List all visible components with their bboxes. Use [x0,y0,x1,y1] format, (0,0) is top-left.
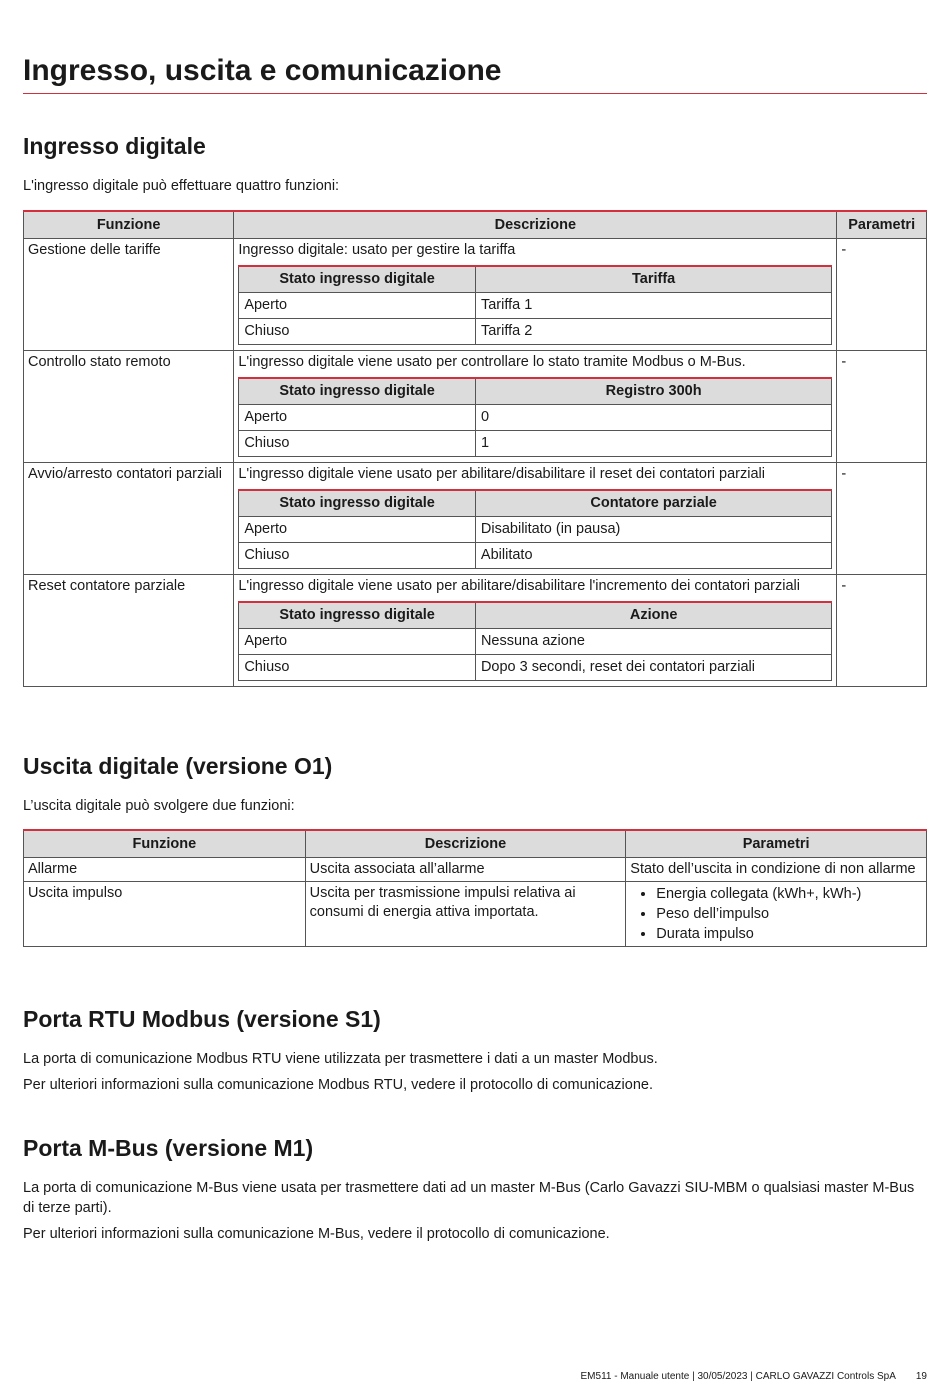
descrizione-cell [234,463,837,575]
sub-cell: Abilitato [475,543,831,569]
sub-cell: Tariffa 1 [475,293,831,319]
sub-table-row [239,517,832,543]
sub-table [238,265,832,345]
parametri-cell: Stato dell’uscita in condizione di non allarme [626,858,927,882]
table-header-row [24,211,927,239]
page-title: Ingresso, uscita e comunicazione [23,52,927,94]
sub-cell: Dopo 3 secondi, reset dei contatori parziali [475,655,831,681]
sub-table-row [239,405,832,431]
digital-output-intro: L’uscita digitale può svolgere due funzioni: [23,798,295,814]
table-row [24,463,927,575]
sub-cell: Nessuna azione [475,629,831,655]
sub-cell: Aperto [239,405,476,431]
list-item: • Energia collegata (kWh+, kWh-) [656,884,922,904]
sub-cell: Chiuso [239,431,476,457]
parametri-cell: - [837,575,927,687]
mbus-paragraph-1: La porta di comunicazione M-Bus viene usata per trasmettere dati ad un master M-Bus (Carlo Gavazzi SIU-MBM o qualsiasi master M-Bus di terze parti). [23,1180,915,1216]
funzione-cell: Controllo stato remoto [24,351,234,463]
descrizione-text: L'ingresso digitale viene usato per abilitare/disabilitare l'incremento dei contatori parziali [238,578,800,594]
funzione-cell: Gestione delle tariffe [24,239,234,351]
funzione-cell: Uscita impulso [24,882,306,947]
sub-column-header: Stato ingresso digitale [239,378,476,405]
sub-column-header: Contatore parziale [475,490,831,517]
sub-cell: Chiuso [239,319,476,345]
modbus-paragraph-1: La porta di comunicazione Modbus RTU viene utilizzata per trasmettere i dati a un master Modbus. [23,1051,658,1067]
sub-cell: Disabilitato (in pausa) [475,517,831,543]
footer-text: EM511 - Manuale utente | 30/05/2023 | CARLO GAVAZZI Controls SpA [580,1371,896,1382]
column-header: Descrizione [234,211,837,239]
digital-input-table [23,210,927,687]
funzione-cell: Allarme [24,858,306,882]
descrizione-text: Ingresso digitale: usato per gestire la tariffa [238,242,516,258]
descrizione-cell [234,239,837,351]
descrizione-cell [234,351,837,463]
column-header: Descrizione [305,830,626,858]
sub-cell: 0 [475,405,831,431]
parametri-list [630,884,922,944]
sub-table-row [239,293,832,319]
sub-cell: Aperto [239,293,476,319]
descrizione-text: L'ingresso digitale viene usato per abilitare/disabilitare il reset dei contatori parziali [238,466,765,482]
sub-column-header: Stato ingresso digitale [239,602,476,629]
table-header-row [24,830,927,858]
section-title-mbus: Porta M-Bus (versione M1) [23,1135,314,1161]
mbus-paragraph-2: Per ulteriori informazioni sulla comunicazione M-Bus, vedere il protocollo di comunicazione. [23,1226,610,1242]
list-item: • Peso dell’impulso [656,904,922,924]
table-row [24,239,927,351]
modbus-paragraph-2: Per ulteriori informazioni sulla comunicazione Modbus RTU, vedere il protocollo di comunicazione. [23,1077,653,1093]
descrizione-text: L'ingresso digitale viene usato per controllare lo stato tramite Modbus o M-Bus. [238,354,746,370]
section-title-digital-input: Ingresso digitale [23,133,206,159]
sub-table-row [239,431,832,457]
funzione-cell: Avvio/arresto contatori parziali [24,463,234,575]
sub-table-row [239,319,832,345]
sub-column-header: Registro 300h [475,378,831,405]
sub-column-header: Tariffa [475,266,831,293]
sub-table-row [239,543,832,569]
column-header: Funzione [24,830,306,858]
parametri-cell [626,882,927,947]
sub-cell: Aperto [239,629,476,655]
sub-column-header: Stato ingresso digitale [239,490,476,517]
column-header: Funzione [24,211,234,239]
column-header: Parametri [837,211,927,239]
descrizione-cell: Uscita associata all’allarme [305,858,626,882]
sub-cell: Aperto [239,517,476,543]
digital-input-intro: L'ingresso digitale può effettuare quattro funzioni: [23,178,340,194]
sub-cell: Tariffa 2 [475,319,831,345]
sub-column-header: Stato ingresso digitale [239,266,476,293]
digital-output-table [23,829,927,947]
parametri-cell: - [837,463,927,575]
section-title-digital-output: Uscita digitale (versione O1) [23,753,333,779]
table-row [24,858,927,882]
list-item: • Durata impulso [656,924,922,944]
sub-table-row [239,655,832,681]
parametri-cell: - [837,351,927,463]
sub-table [238,489,832,569]
sub-column-header: Azione [475,602,831,629]
column-header: Parametri [626,830,927,858]
parametri-cell: - [837,239,927,351]
sub-cell: Chiuso [239,655,476,681]
page-footer [400,1370,927,1383]
table-row [24,351,927,463]
table-row [24,882,927,947]
descrizione-cell: Uscita per trasmissione impulsi relativa ai consumi di energia attiva importata. [305,882,626,947]
sub-table [238,601,832,681]
sub-cell: Chiuso [239,543,476,569]
page-number: 19 [915,1371,927,1382]
descrizione-cell [234,575,837,687]
sub-table-row [239,629,832,655]
table-row [24,575,927,687]
sub-table [238,377,832,457]
sub-cell: 1 [475,431,831,457]
section-title-modbus: Porta RTU Modbus (versione S1) [23,1006,381,1032]
funzione-cell: Reset contatore parziale [24,575,234,687]
